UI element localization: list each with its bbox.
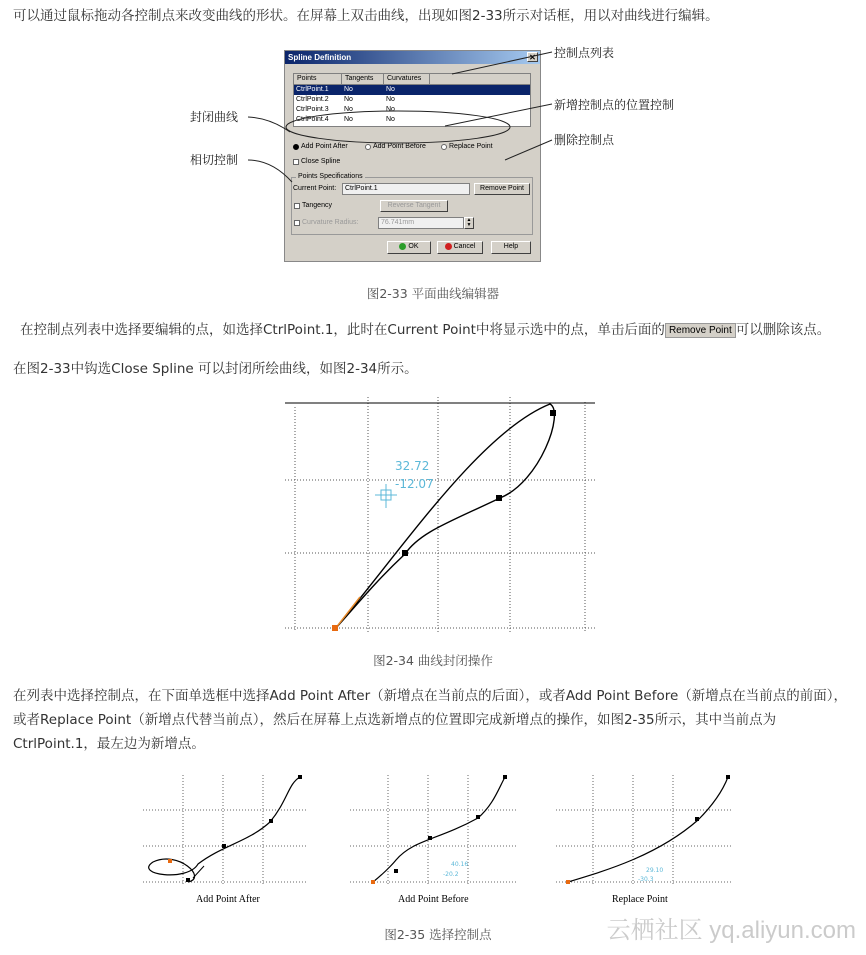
figure-caption-2-33: 图2-33 平面曲线编辑器 — [366, 286, 500, 301]
figure-caption-2-34: 图2-34 曲线封闭操作 — [373, 653, 493, 668]
annotation-list: 控制点列表 — [554, 46, 615, 60]
coord-y: -12.07 — [395, 477, 434, 491]
radio-label: Add Point After — [301, 143, 348, 150]
figure-2-35 — [138, 770, 738, 888]
annotation-delete: 删除控制点 — [554, 133, 615, 147]
paragraph-close-spline: 在图2-33中钩选Close Spline 可以封闭所绘曲线，如图2-34所示。 — [13, 361, 418, 377]
figure-label-add-before: Add Point Before — [398, 894, 469, 905]
point-name: CtrlPoint.1 — [296, 86, 329, 93]
col-points[interactable]: Points — [294, 74, 342, 84]
figure-caption-2-35: 图2-35 选择控制点 — [384, 927, 492, 942]
figure-label-replace: Replace Point — [612, 894, 668, 905]
point-tangent: No — [344, 86, 353, 93]
coord-y: -20.2 — [443, 871, 459, 878]
radio-label: Replace Point — [449, 143, 493, 150]
paragraph-remove-point — [20, 318, 866, 342]
point-curvature: No — [386, 116, 395, 123]
help-button[interactable]: Help — [491, 241, 531, 254]
curvature-radius-field[interactable]: 76.741mm — [378, 217, 464, 229]
annotation-tangent: 相切控制 — [190, 153, 239, 167]
remove-point-inline-button: Remove Point — [665, 323, 736, 338]
point-tangent: No — [344, 96, 353, 103]
point-tangent: No — [344, 106, 353, 113]
point-curvature: No — [386, 86, 395, 93]
point-name: CtrlPoint.4 — [296, 116, 329, 123]
point-tangent: No — [344, 116, 353, 123]
ok-label: OK — [408, 243, 419, 250]
spinner-icon[interactable]: ▲ ▼ — [464, 217, 474, 229]
coord-x: 32.72 — [395, 459, 430, 473]
cancel-label: Cancel — [453, 243, 476, 250]
remove-point-button[interactable]: Remove Point — [474, 183, 530, 195]
control-point — [496, 495, 502, 501]
paragraph-text: 在控制点列表中选择要编辑的点，如选择CtrlPoint.1，此时在Current Point中将显示选中的点，单击后面的 — [20, 322, 665, 338]
coord-x: 40.16 — [451, 861, 469, 868]
point-name: CtrlPoint.2 — [296, 96, 329, 103]
dialog-title: Spline Definition — [288, 53, 352, 62]
close-icon[interactable]: ✕ — [527, 52, 538, 62]
current-point-label: Current Point: — [293, 185, 337, 192]
checkbox-label: Close Spline — [301, 158, 341, 165]
annotation-new-position: 新增控制点的位置控制 — [554, 98, 675, 112]
radio-label: Add Point Before — [373, 143, 426, 150]
checkbox-label: Tangency — [302, 202, 332, 209]
intro-paragraph: 可以通过鼠标拖动各控制点来改变曲线的形状。在屏幕上双击曲线，出现如图2-33所示对话框，用以对曲线进行编辑。 — [13, 8, 719, 24]
control-point — [402, 550, 408, 556]
coord-x: 29.10 — [646, 867, 664, 874]
point-curvature: No — [386, 96, 395, 103]
control-point — [550, 410, 556, 416]
paragraph-text: 可以删除该点。 — [735, 322, 831, 338]
coord-y: -30.3 — [638, 876, 654, 883]
current-point-field[interactable]: CtrlPoint.1 — [342, 183, 470, 195]
point-curvature: No — [386, 106, 395, 113]
checkbox-label: Curvature Radius: — [302, 219, 359, 226]
reverse-tangent-button[interactable]: Reverse Tangent — [380, 200, 448, 212]
group-title: Points Specifications — [298, 173, 363, 180]
paragraph-add-point: 在列表中选择控制点，在下面单选框中选择Add Point After（新增点在当前点的后面），或者Add Point Before（新增点在当前点的前面），或者Replace Point（新增点代替当前点），然后在屏幕上点选新增点的位置即完成新增点的操作，如图2-35所示，其中当前点为CtrlPoint.1，最左边为新增点。 — [13, 688, 848, 752]
col-curvatures[interactable]: Curvatures — [384, 74, 430, 84]
col-tangents[interactable]: Tangents — [342, 74, 384, 84]
point-name: CtrlPoint.3 — [296, 106, 329, 113]
annotation-arrows — [0, 0, 866, 300]
watermark: 云栖社区 yq.aliyun.com — [606, 917, 856, 944]
figure-2-34 — [280, 392, 600, 637]
figure-label-add-after: Add Point After — [196, 894, 260, 905]
annotation-closed: 封闭曲线 — [190, 110, 239, 124]
control-point-orange — [332, 625, 338, 631]
